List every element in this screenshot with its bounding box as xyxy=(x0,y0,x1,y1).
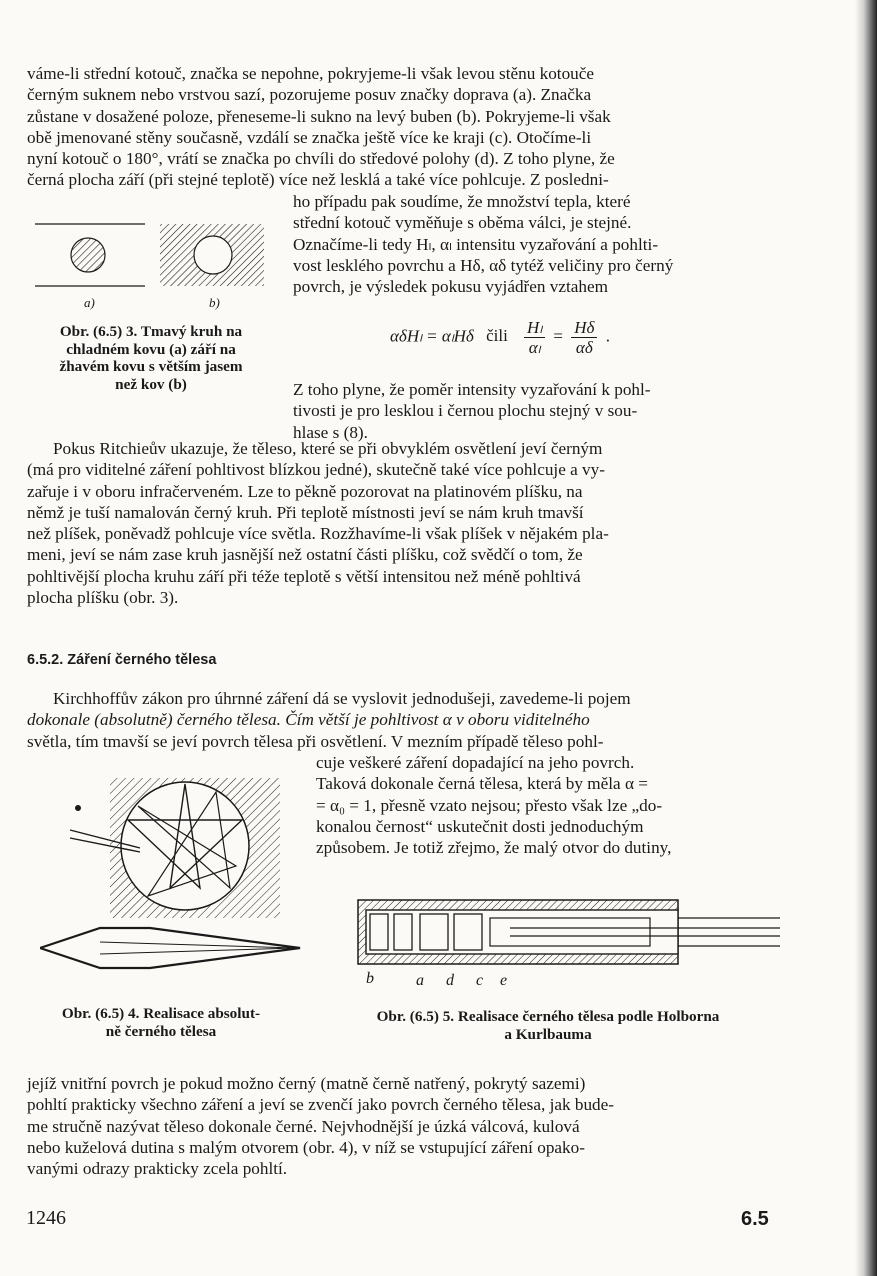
figure-3-label-a: a) xyxy=(84,295,95,310)
caption-line: chladném kovu (a) září na xyxy=(66,340,236,358)
denominator: αδ xyxy=(575,338,593,357)
text-line: střední kotouč vyměňuje s oběma válci, je stejné. xyxy=(293,213,632,233)
caption-line: a Kurlbauma xyxy=(504,1025,592,1043)
text-line: dokonale (absolutně) černého tělesa. Čím větší je pohltivost α v oboru viditelného xyxy=(27,710,590,730)
formula-left: αδHₗ = αₗHδ xyxy=(390,326,474,346)
text-line: Pokus Ritchieův ukazuje, že těleso, které se při obvyklém osvětlení jeví černým xyxy=(53,439,603,458)
paragraph-right-2 xyxy=(293,379,779,443)
numerator: Hₗ xyxy=(524,318,545,338)
equals-sign: = xyxy=(553,326,563,346)
figure-3-caption xyxy=(20,323,282,393)
text-line: světla, tím tmavší se jeví povrch tělesa při osvětlení. V mezním případě těleso pohl- xyxy=(27,731,604,751)
bright-circle-b xyxy=(194,236,232,274)
caption-line: Obr. (6.5) 3. Tmavý kruh na xyxy=(59,323,243,340)
figure-5-label-e: e xyxy=(500,972,508,989)
formula-period: . xyxy=(605,326,610,346)
text-line: Kirchhoffův zákon pro úhrnné záření dá se vyslovit jednodušeji, zavedeme-li pojem xyxy=(53,689,631,708)
text-line: (má pro viditelné záření pohltivost blízkou jedné), skutečně také více pohlcuje a vy- xyxy=(27,460,605,480)
text-line: nyní kotouč o 180°, vrátí se značka po chvíli do středové polohy (d). Z toho plyne, že xyxy=(27,149,615,169)
book-spine-shadow xyxy=(855,0,877,1276)
paragraph-kirchhoff xyxy=(27,688,779,752)
text-line: němž je tuší namalován černý kruh. Při teplotě místnosti jeví se nám kruh tmavší xyxy=(27,502,584,522)
text-line: zařuje i v oboru infračerveném. Lze to pěkně pozorovat na platinovém plíšku, na xyxy=(27,481,583,501)
text-line: Označíme-li tedy Hₗ, αₗ intensitu vyzařování a pohlti- xyxy=(293,234,659,254)
paragraph-kirchhoff-right xyxy=(316,752,779,858)
caption-line: Obr. (6.5) 5. Realisace černého tělesa podle Holborna xyxy=(376,1008,720,1025)
text-line: váme-li střední kotouč, značka se nepohne, pokryjeme-li však levou stěnu kotouče xyxy=(27,64,595,83)
caption-line: Obr. (6.5) 4. Realisace absolut- xyxy=(61,1005,261,1022)
text-line: vanými odrazy prakticky zcela pohltí. xyxy=(27,1159,288,1179)
text-line: cuje veškeré záření dopadající na jeho povrch. xyxy=(316,753,635,772)
text-line: nebo kuželová dutina s malým otvorem (obr. 4), v níž se vstupující záření opako- xyxy=(27,1137,585,1157)
text-line: vost lesklého povrchu a Hδ, αδ tytéž veličiny pro černý xyxy=(293,255,674,275)
text-line: obě jmenované stěny současně, vzdálí se značka ještě více ke kraji (c). Otočíme-li xyxy=(27,127,592,147)
fraction-2 xyxy=(571,318,597,357)
formula xyxy=(390,318,610,357)
paragraph-right xyxy=(293,191,779,297)
page-number: 1246 xyxy=(26,1207,66,1229)
light-source xyxy=(75,805,81,811)
figure-5-label-c: c xyxy=(476,972,484,989)
text-line: zůstane v dosažené poloze, přeneseme-li sukno na levý buben (b). Pokryjeme-li však xyxy=(27,106,611,126)
text-line: pohltí prakticky všechno záření a jeví se zvenčí jako povrch černého tělesa, jak bude- xyxy=(27,1095,615,1115)
caption-line: než kov (b) xyxy=(115,375,187,393)
caption-line: žhavém kovu s větším jasem xyxy=(59,358,243,375)
text-line: meni, jeví se nám zase kruh jasnější než ostatní části plíšku, což svědčí o tom, že xyxy=(27,545,583,565)
text-line: než plíšek, poněvadž pohlcuje více světla. Rozžhavíme-li však plíšek v nějakém pla- xyxy=(27,524,609,544)
tube-inner xyxy=(366,910,678,954)
dark-circle-a xyxy=(71,238,105,272)
text-line: černým suknem nebo vrstvou sazí, pozorujeme posuv značky doprava (a). Značka xyxy=(27,85,592,105)
text-line: Z toho plyne, že poměr intensity vyzařování k pohl- xyxy=(293,380,651,399)
text-line: hlase s (8). xyxy=(293,422,368,442)
text-line: plocha plíšku (obr. 3). xyxy=(27,588,179,608)
figure-5-diagram xyxy=(350,888,790,978)
figure-3-diagram xyxy=(35,216,285,296)
text-line: černá plocha září (při stejné teplotě) více než lesklá a také více pohlcuje. Z posledni- xyxy=(27,170,609,190)
section-heading: 6.5.2. Záření černého tělesa xyxy=(27,652,217,668)
caption-line: ně černého tělesa xyxy=(105,1022,217,1040)
figure-3-label-b: b) xyxy=(209,295,220,310)
sphere-cavity xyxy=(121,782,249,910)
text-line: Taková dokonale černá tělesa, která by měla α = xyxy=(316,774,648,794)
section-number: 6.5 xyxy=(741,1208,769,1230)
paragraph-top xyxy=(27,63,779,191)
figure-4-caption xyxy=(20,1005,302,1040)
formula-word: čili xyxy=(486,326,508,346)
text-line: povrch, je výsledek pokusu vyjádřen vztahem xyxy=(293,277,609,297)
figure-4-diagram xyxy=(40,770,310,1000)
text-line: konalou černost“ uskutečnit dosti jednoduchým xyxy=(316,816,644,836)
figure-5-label-b: b xyxy=(366,970,374,987)
text-line: jejíž vnitřní povrch je pokud možno černý (matně černě natřený, pokrytý sazemi) xyxy=(27,1074,586,1093)
numerator: Hδ xyxy=(571,318,597,338)
text-line: pohltivější plocha kruhu září při téže teplotě s větší intensitou než méně pohltivá xyxy=(27,566,581,586)
text-line: = α₀ = 1, přesně vzato nejsou; přesto však lze „do- xyxy=(316,795,663,815)
figure-5-label-a: a xyxy=(416,972,424,989)
paragraph-bottom xyxy=(27,1073,779,1179)
fraction-1 xyxy=(524,318,545,357)
figure-5-label-d: d xyxy=(446,972,454,989)
text-line: způsobem. Je totiž zřejmo, že malý otvor do dutiny, xyxy=(316,838,672,858)
cone-cavity xyxy=(40,928,300,968)
text-line: ho případu pak soudíme, že množství tepla, které xyxy=(293,192,631,211)
text-line: tivosti je pro lesklou i černou plochu stejný v sou- xyxy=(293,401,638,421)
denominator: αₗ xyxy=(528,338,541,357)
figure-5-caption xyxy=(316,1008,780,1043)
text-line: me stručně nazývat těleso dokonale černé. Nejvhodnější je úzká válcová, kulová xyxy=(27,1116,580,1136)
paragraph-ritchie xyxy=(27,438,779,608)
